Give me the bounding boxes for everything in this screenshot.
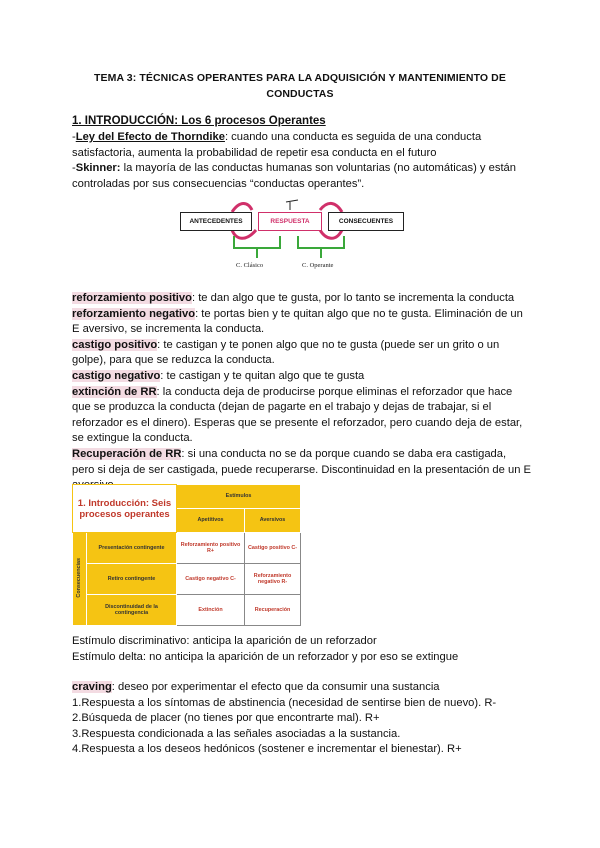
dash: - xyxy=(72,131,76,143)
document-title xyxy=(60,70,540,102)
section-heading: 1. INTRODUCCIÓN: Los 6 procesos Operantes xyxy=(72,115,326,127)
skinner-text-2: controladas por sus consecuencias “conductas operantes”. xyxy=(72,177,365,190)
craving-item-1: 1.Respuesta a los síntomas de abstinencia (necesidad de sentirse bien de nuevo). R- xyxy=(72,696,497,709)
consecuentes-box: CONSECUENTES xyxy=(328,212,404,231)
processes-table xyxy=(72,484,300,626)
craving-item-3: 3.Respuesta condicionada a las señales asociadas a la sustancia. xyxy=(72,727,401,740)
thorndike-text-2: satisfactoria, aumenta la probabilidad de repetir esa conducta en el futuro xyxy=(72,146,437,159)
term-rpos: reforzamiento positivo xyxy=(72,292,192,304)
header-apetitivos: Apetitivos xyxy=(177,509,245,533)
operant-diagram xyxy=(180,198,405,278)
title-line-2: CONDUCTAS xyxy=(266,88,334,100)
caption-classic: C. Clásico xyxy=(236,262,264,269)
intro-paragraph xyxy=(72,130,534,192)
thorndike-term: Ley del Efecto de Thorndike xyxy=(75,131,225,143)
header-aversivos: Aversivos xyxy=(245,509,301,533)
text-ext-1: : la conducta deja de producirse porque eliminas el reforzador que hace xyxy=(156,385,513,398)
cell-1-a: Castigo negativo C- xyxy=(177,564,245,595)
cell-2-b: Recuperación xyxy=(245,595,301,626)
respuesta-box: RESPUESTA xyxy=(258,212,322,231)
text-rec-1: : si una conducta no se da porque cuando se daba era castigada, xyxy=(181,447,507,460)
edelta-text: Estímulo delta: no anticipa la aparición de un reforzador y por eso se extingue xyxy=(72,650,459,663)
consecuencias-cell xyxy=(73,533,87,626)
term-ext: extinción de RR xyxy=(72,385,157,398)
text-rec-2: pero si deja de ser castigada, puede recuperarse. Discontinuidad en la presentación de un E xyxy=(72,463,531,476)
consecuencias-label: Consecuencias xyxy=(76,557,83,598)
stimulus-definitions xyxy=(72,634,534,665)
pink-arrow-left xyxy=(232,204,252,213)
text-ext-4: se extingue la conducta. xyxy=(72,432,193,445)
craving-section xyxy=(72,680,534,758)
dash-2: - xyxy=(72,162,76,175)
text-cpos-2: golpe), para que se reduzca la conducta. xyxy=(72,354,275,367)
cell-1-b: Reforzamiento negativo R- xyxy=(245,564,301,595)
text-rpos: : te dan algo que te gusta, por lo tanto se incrementa la conducta xyxy=(191,292,515,304)
text-rneg-1: : te portas bien y te quitan algo que no te gusta. Eliminación de un xyxy=(195,307,523,320)
cell-2-a: Extinción xyxy=(177,595,245,626)
row-label-0: Presentación contingente xyxy=(87,533,177,564)
row-label-2: Discontinuidad de la contingencia xyxy=(87,595,177,626)
caption-operant: C. Operante xyxy=(302,262,334,269)
antecedentes-box: ANTECEDENTES xyxy=(180,212,252,231)
term-rec: Recuperación de RR xyxy=(72,447,182,460)
text-ext-2: que se produzca la conducta (dejan de pagarte en el trabajo y dejas de trabajar, si el xyxy=(72,401,492,414)
title-line-1: TEMA 3: TÉCNICAS OPERANTES PARA LA ADQUISICIÓN Y MANTENIMIENTO DE xyxy=(94,72,506,84)
diagram-arrows xyxy=(180,198,405,278)
small-arrow-head xyxy=(286,200,298,202)
text-cpos-1: : te castigan y te ponen algo que no te gusta (puede ser un grito o un xyxy=(157,338,500,351)
pink-arrow-right-bottom xyxy=(320,230,342,238)
term-cpos: castigo positivo xyxy=(72,338,158,351)
thorndike-text-1: : cuando una conducta es seguida de una conducta xyxy=(224,131,482,143)
term-cneg: castigo negativo xyxy=(72,369,161,382)
cell-0-a: Reforzamiento positivo R+ xyxy=(177,533,245,564)
pink-arrow-right xyxy=(320,203,342,212)
ed-text: Estímulo discriminativo: anticipa la aparición de un reforzador xyxy=(72,635,377,647)
skinner-term: Skinner: xyxy=(75,162,121,175)
craving-term: craving xyxy=(72,681,112,693)
text-cneg: : te castigan y te quitan algo que te gusta xyxy=(160,369,365,382)
table-title: 1. Introducción: Seis procesos operantes xyxy=(73,485,177,533)
skinner-text-1: la mayoría de las conductas humanas son voluntarias (no automáticas) y están xyxy=(120,162,517,175)
header-estimulos: Estímulos xyxy=(177,485,301,509)
text-rneg-2: E aversivo, se incrementa la conducta. xyxy=(72,323,265,336)
craving-item-2: 2.Búsqueda de placer (no tienes por que encontrarte mal). R+ xyxy=(72,712,380,725)
definitions xyxy=(72,291,534,494)
craving-text: : deseo por experimentar el efecto que da consumir una sustancia xyxy=(111,681,440,693)
term-rneg: reforzamiento negativo xyxy=(72,307,196,320)
text-ext-3: reforzador es el dinero). Esperas que se presente el reforzador, pero cuando deja de estar, xyxy=(72,416,523,429)
pink-arrow-left-bottom xyxy=(232,230,256,238)
row-label-1: Retiro contingente xyxy=(87,564,177,595)
cell-0-b: Castigo positivo C- xyxy=(245,533,301,564)
craving-item-4: 4.Respuesta a los deseos hedónicos (sostener e incrementar el bienestar). R+ xyxy=(72,743,462,756)
